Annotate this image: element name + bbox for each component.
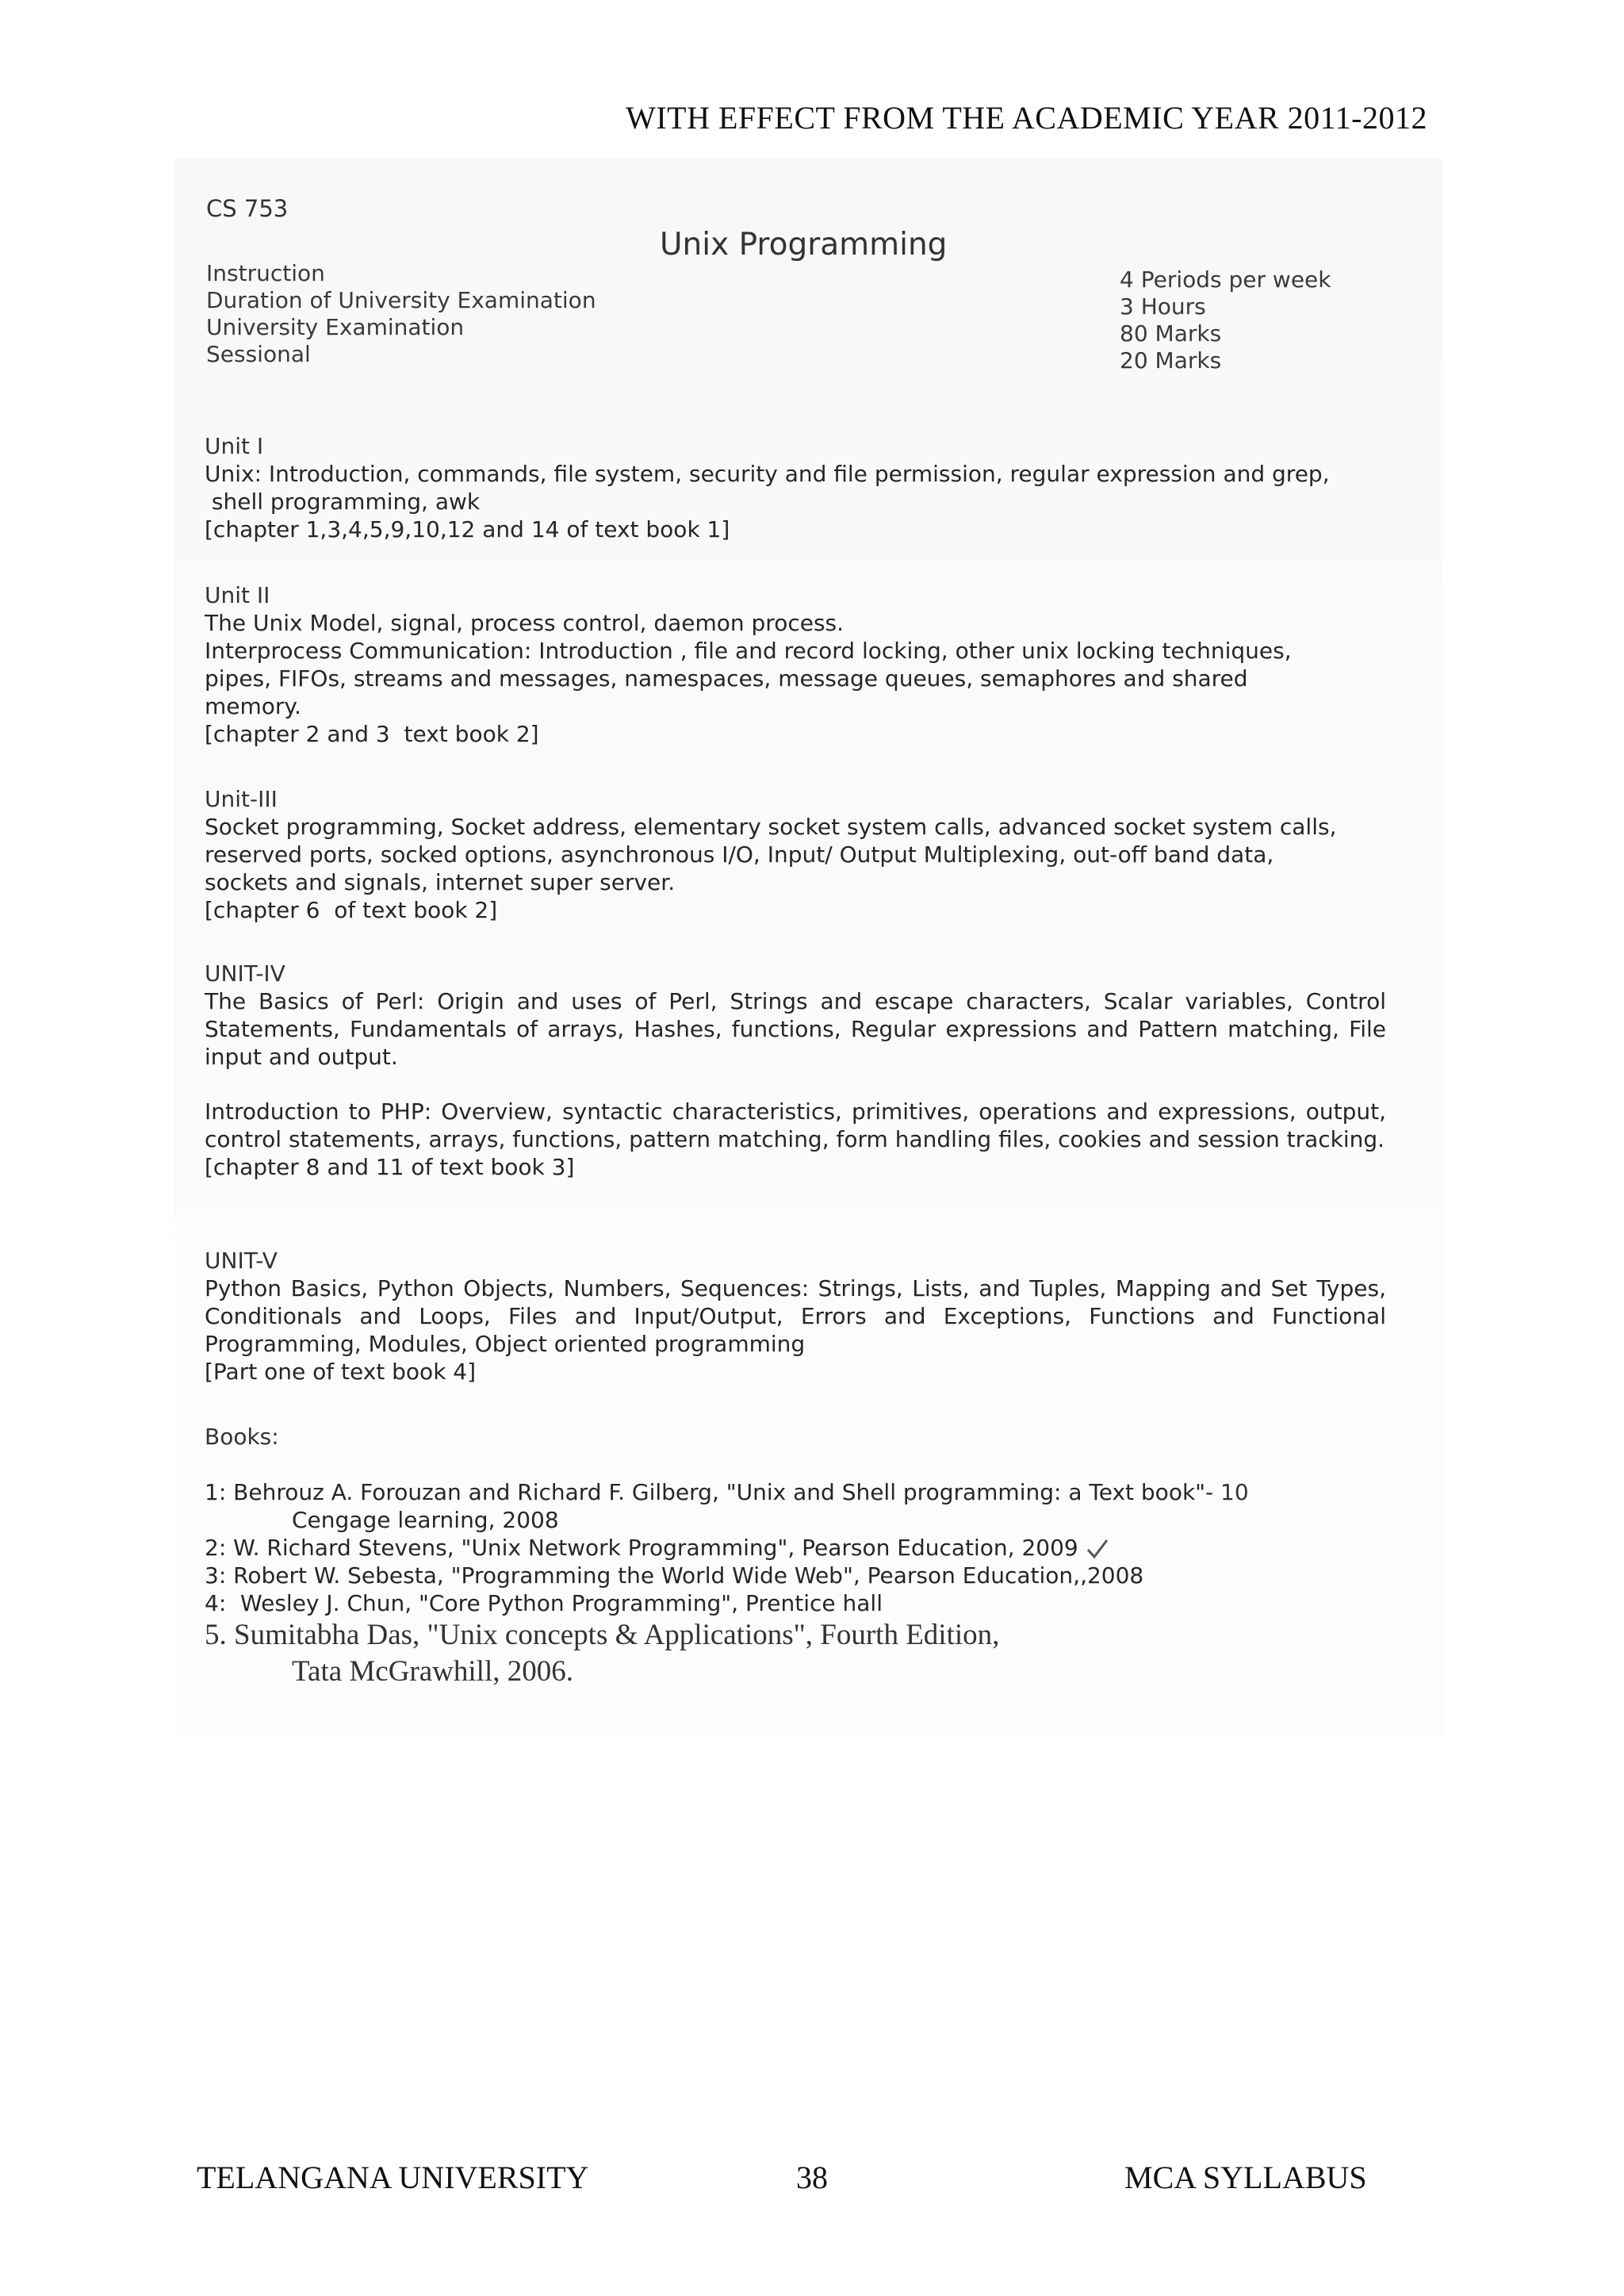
unit-reference: [chapter 8 and 11 of text book 3] (205, 1154, 575, 1180)
course-title: Unix Programming (660, 227, 948, 263)
unit-line: sockets and signals, internet super server. (205, 869, 676, 895)
book-1 (205, 1478, 1394, 1534)
unit-line: reserved ports, socked options, asynchronous I/O, Input/ Output Multiplexing, out-off band data, (205, 841, 1274, 868)
unit-line: pipes, FIFOs, streams and messages, namespaces, message queues, semaphores and shared (205, 665, 1248, 692)
info-label-instruction: Instruction (206, 260, 325, 286)
unit-reference: [Part one of text book 4] (205, 1359, 477, 1385)
course-code: CS 753 (206, 195, 289, 222)
book-5 (205, 1617, 1394, 1690)
perl-paragraph: The Basics of Perl: Origin and uses of Perl, Strings and escape characters, Scalar variables, Control Statements, Fundamentals of arrays, Hashes, functions, Regular expressions and Pattern matching, File input and output. (205, 988, 1386, 1070)
academic-year-header: WITH EFFECT FROM THE ACADEMIC YEAR 2011-2012 (626, 100, 1427, 136)
info-value-sessional: 20 Marks (1120, 347, 1222, 374)
books-heading: Books: (205, 1424, 279, 1450)
unit-5 (205, 1247, 1394, 1386)
book-4: 4: Wesley J. Chun, "Core Python Programming", Prentice hall (205, 1590, 883, 1616)
unit-line: Interprocess Communication: Introduction , file and record locking, other unix locking techniques, (205, 638, 1292, 664)
unit-line: The Unix Model, signal, process control, daemon process. (205, 610, 845, 636)
unit-line: Unix: Introduction, commands, file system, security and file permission, regular expression and grep, (205, 461, 1330, 487)
unit-line: [chapter 6 of text book 2] (205, 897, 498, 923)
unit-heading: Unit I (205, 433, 264, 459)
book-1-publisher: Cengage learning, 2008 (292, 1507, 559, 1533)
unit-heading: Unit-III (205, 786, 278, 812)
unit-line: memory. (205, 693, 301, 719)
footer-university: TELANGANA UNIVERSITY (197, 2160, 589, 2195)
info-value-instruction: 4 Periods per week (1120, 266, 1331, 293)
info-value-exam: 80 Marks (1120, 320, 1222, 347)
unit-heading: Unit II (205, 582, 270, 608)
check-mark-icon (1086, 1537, 1109, 1561)
unit-1 (205, 432, 1394, 543)
course-info-labels (206, 260, 596, 368)
book-3: 3: Robert W. Sebesta, "Programming the World Wide Web", Pearson Education,,2008 (205, 1562, 1144, 1589)
book-1-text: 1: Behrouz A. Forouzan and Richard F. Gilberg, "Unix and Shell programming: a Text book"- (205, 1479, 1214, 1505)
unit-line: [chapter 1,3,4,5,9,10,12 and 14 of text book 1] (205, 516, 730, 542)
python-paragraph: Python Basics, Python Objects, Numbers, Sequences: Strings, Lists, and Tuples, Mapping and Set Types, Conditionals and Loops, Files and Input/Output, Errors and Exceptions, Functions and Functional Programming, Modules, Object oriented programming (205, 1275, 1386, 1357)
book-5-publisher: Tata McGrawhill, 2006. (292, 1655, 573, 1688)
unit-3 (205, 785, 1394, 924)
footer-syllabus: MCA SYLLABUS (1124, 2160, 1367, 2195)
book-2-text: 2: W. Richard Stevens, "Unix Network Programming", Pearson Education, 2009 (205, 1535, 1078, 1561)
book-5-text: 5. Sumitabha Das, "Unix concepts & Applications", Fourth Edition, (205, 1619, 1000, 1651)
info-label-duration: Duration of University Examination (206, 287, 596, 313)
info-label-exam: University Examination (206, 314, 465, 340)
handwritten-mark: 10 (1220, 1479, 1249, 1505)
info-label-sessional: Sessional (206, 341, 311, 367)
course-info-values (1120, 266, 1331, 374)
php-paragraph: Introduction to PHP: Overview, syntactic characteristics, primitives, operations and expressions, output, control statements, arrays, functions, pattern matching, form handling files, cookies and session tracking. (205, 1098, 1386, 1152)
unit-heading: UNIT-IV (205, 960, 285, 987)
book-2 (205, 1534, 1394, 1562)
unit-4 (205, 960, 1394, 1181)
books-section (205, 1423, 1394, 1690)
unit-heading: UNIT-V (205, 1248, 278, 1274)
unit-line: [chapter 2 and 3 text book 2] (205, 721, 539, 747)
unit-2 (205, 581, 1394, 748)
unit-line: Socket programming, Socket address, elementary socket system calls, advanced socket system calls, (205, 814, 1337, 840)
footer-page-number: 38 (796, 2160, 828, 2195)
unit-line: shell programming, awk (205, 489, 481, 515)
info-value-duration: 3 Hours (1120, 293, 1206, 320)
